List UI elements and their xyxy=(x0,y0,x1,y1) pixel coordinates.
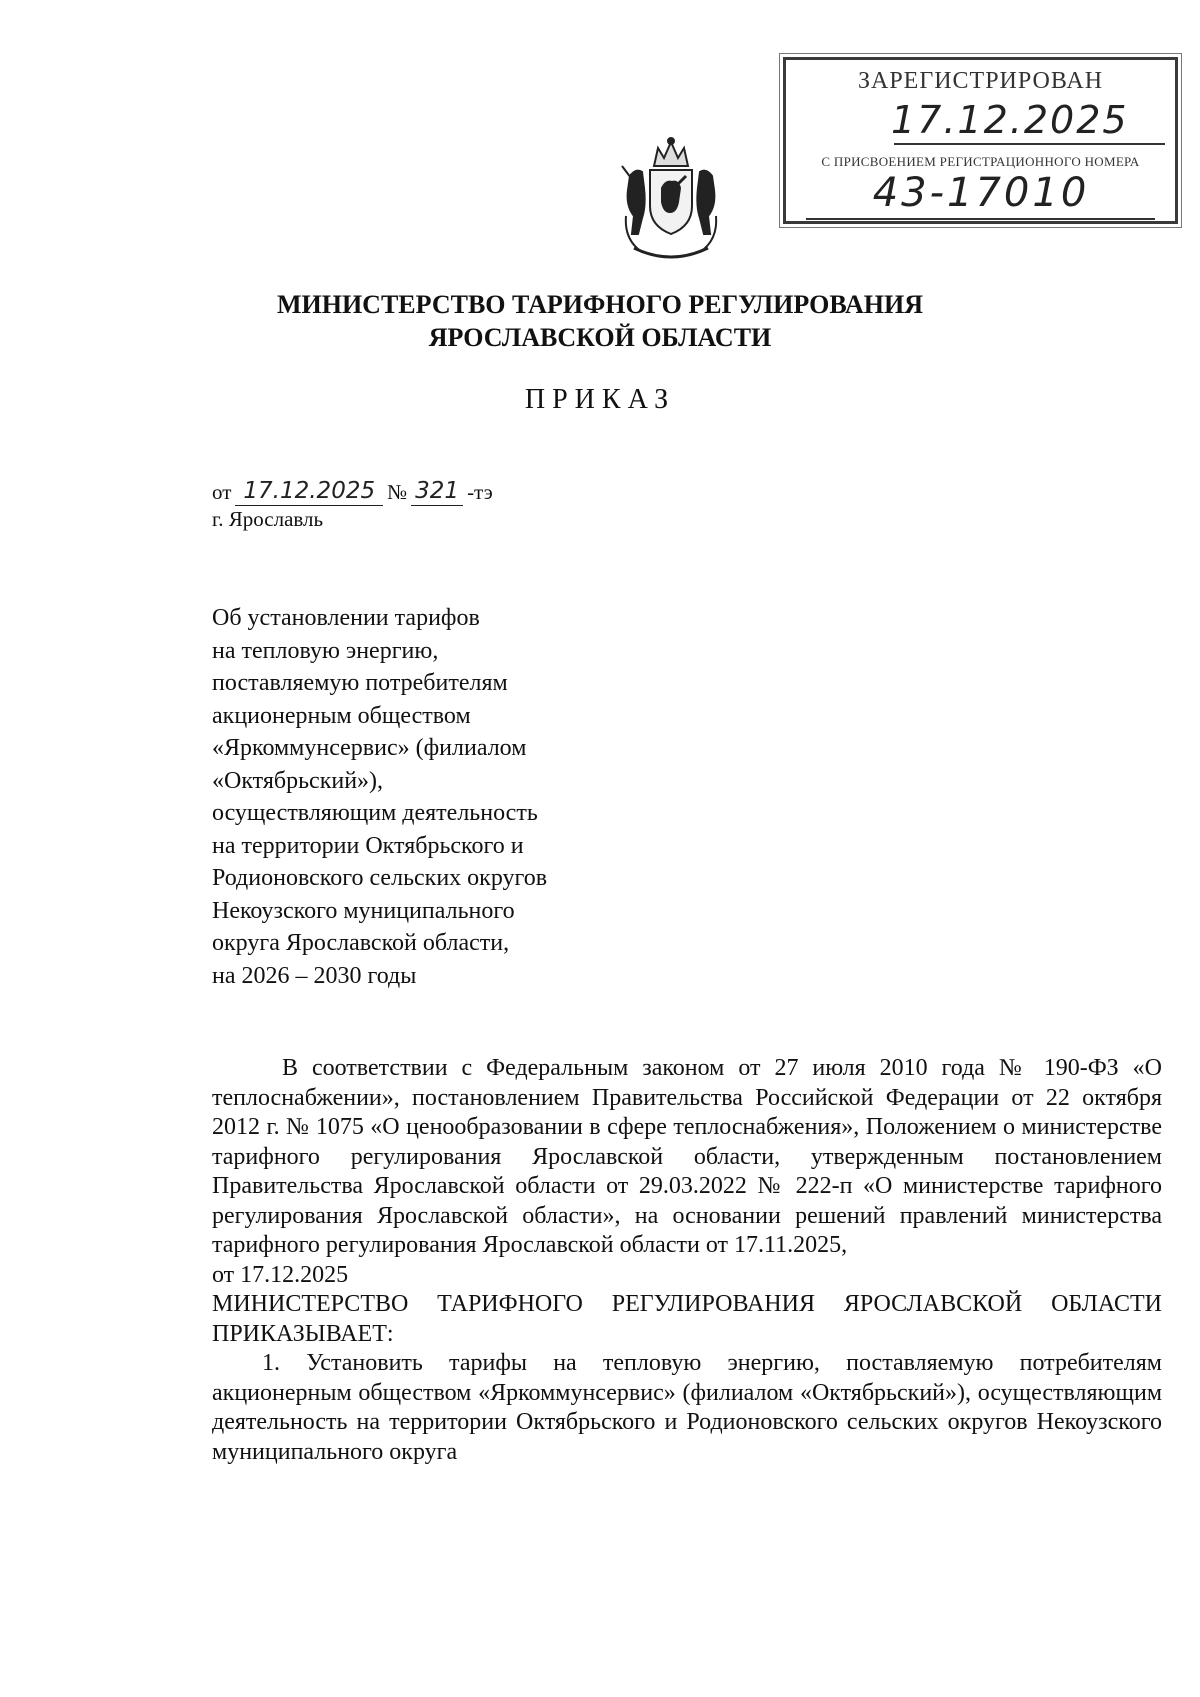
date-number-line xyxy=(212,478,493,506)
subject-line: «Октябрьский»), xyxy=(212,767,384,794)
coat-of-arms-icon xyxy=(612,136,730,270)
order-item-1: 1. Установить тарифы на тепловую энергию, поставляемую потребителям акционерным обществом «Яркоммунсервис» (филиалом «Октябрьский»), осуществляющим деятельность на территории Октябрьского и Родионовского сельских округов Некоузского муниципального округа xyxy=(212,1350,1162,1465)
city: г. Ярославль xyxy=(212,507,324,531)
ministry-heading-line1: МИНИСТЕРСТВО ТАРИФНОГО РЕГУЛИРОВАНИЯ xyxy=(276,290,924,319)
subject-line: на территории Октябрьского и xyxy=(212,832,524,859)
document-number: 321 xyxy=(411,478,463,506)
from-label: от xyxy=(212,480,232,504)
number-suffix: -тэ xyxy=(467,480,493,504)
subject-line: Родионовского сельских округов xyxy=(212,865,548,891)
subject-line: поставляемую потребителям xyxy=(212,670,508,696)
stamp-label: С ПРИСВОЕНИЕМ РЕГИСТРАЦИОННОГО НОМЕРА xyxy=(821,154,1140,169)
subject-line: осуществляющим деятельность xyxy=(212,800,538,826)
document-subject xyxy=(212,602,632,992)
ministry-heading xyxy=(0,288,1200,354)
document-meta xyxy=(212,478,493,533)
document-date: 17.12.2025 xyxy=(235,478,383,506)
stamp-divider xyxy=(806,218,1155,220)
subject-line: на 2026 – 2030 годы xyxy=(212,962,417,989)
subject-line: Некоузского муниципального xyxy=(212,897,515,924)
preamble-paragraph: В соответствии с Федеральным законом от 27 июля 2010 года № 190-ФЗ «О теплоснабжении», постановлением Правительства Российской Федерации от 22 октября 2012 г. № 1075 «О ценообразовании в сфере теплоснабжения», Положением о министерстве тарифного регулирования Ярославской области, утвержденным постановлением Правительства Ярославской области от 29.03.2022 № 222-п «О министерстве тарифного регулирования Ярославской области», на основании решений правлений министерства тарифного регулирования Ярославской области от 17.11.2025, xyxy=(212,1055,1162,1258)
subject-line: на тепловую энергию, xyxy=(212,637,439,664)
ministry-heading-line2: ЯРОСЛАВСКОЙ ОБЛАСТИ xyxy=(428,323,772,352)
document-body xyxy=(212,1054,1162,1467)
orders-paragraph: МИНИСТЕРСТВО ТАРИФНОГО РЕГУЛИРОВАНИЯ ЯРОСЛАВСКОЙ ОБЛАСТИ ПРИКАЗЫВАЕТ: xyxy=(212,1291,1162,1347)
preamble-end: от 17.12.2025 xyxy=(212,1261,349,1288)
subject-line: Об установлении тарифов xyxy=(212,605,480,631)
subject-line: округа Ярославской области, xyxy=(212,930,510,956)
stamp-divider xyxy=(894,143,1165,145)
stamp-registration-number: 43-17010 xyxy=(872,170,1090,216)
stamp-date: 17.12.2025 xyxy=(891,98,1129,142)
subject-line: акционерным обществом xyxy=(212,702,471,729)
stamp-title: ЗАРЕГИСТРИРОВАН xyxy=(857,68,1104,94)
document-type: ПРИКАЗ xyxy=(524,384,676,415)
registration-stamp xyxy=(783,57,1178,224)
number-label: № xyxy=(387,480,408,504)
subject-line: «Яркоммунсервис» (филиалом xyxy=(212,735,527,761)
